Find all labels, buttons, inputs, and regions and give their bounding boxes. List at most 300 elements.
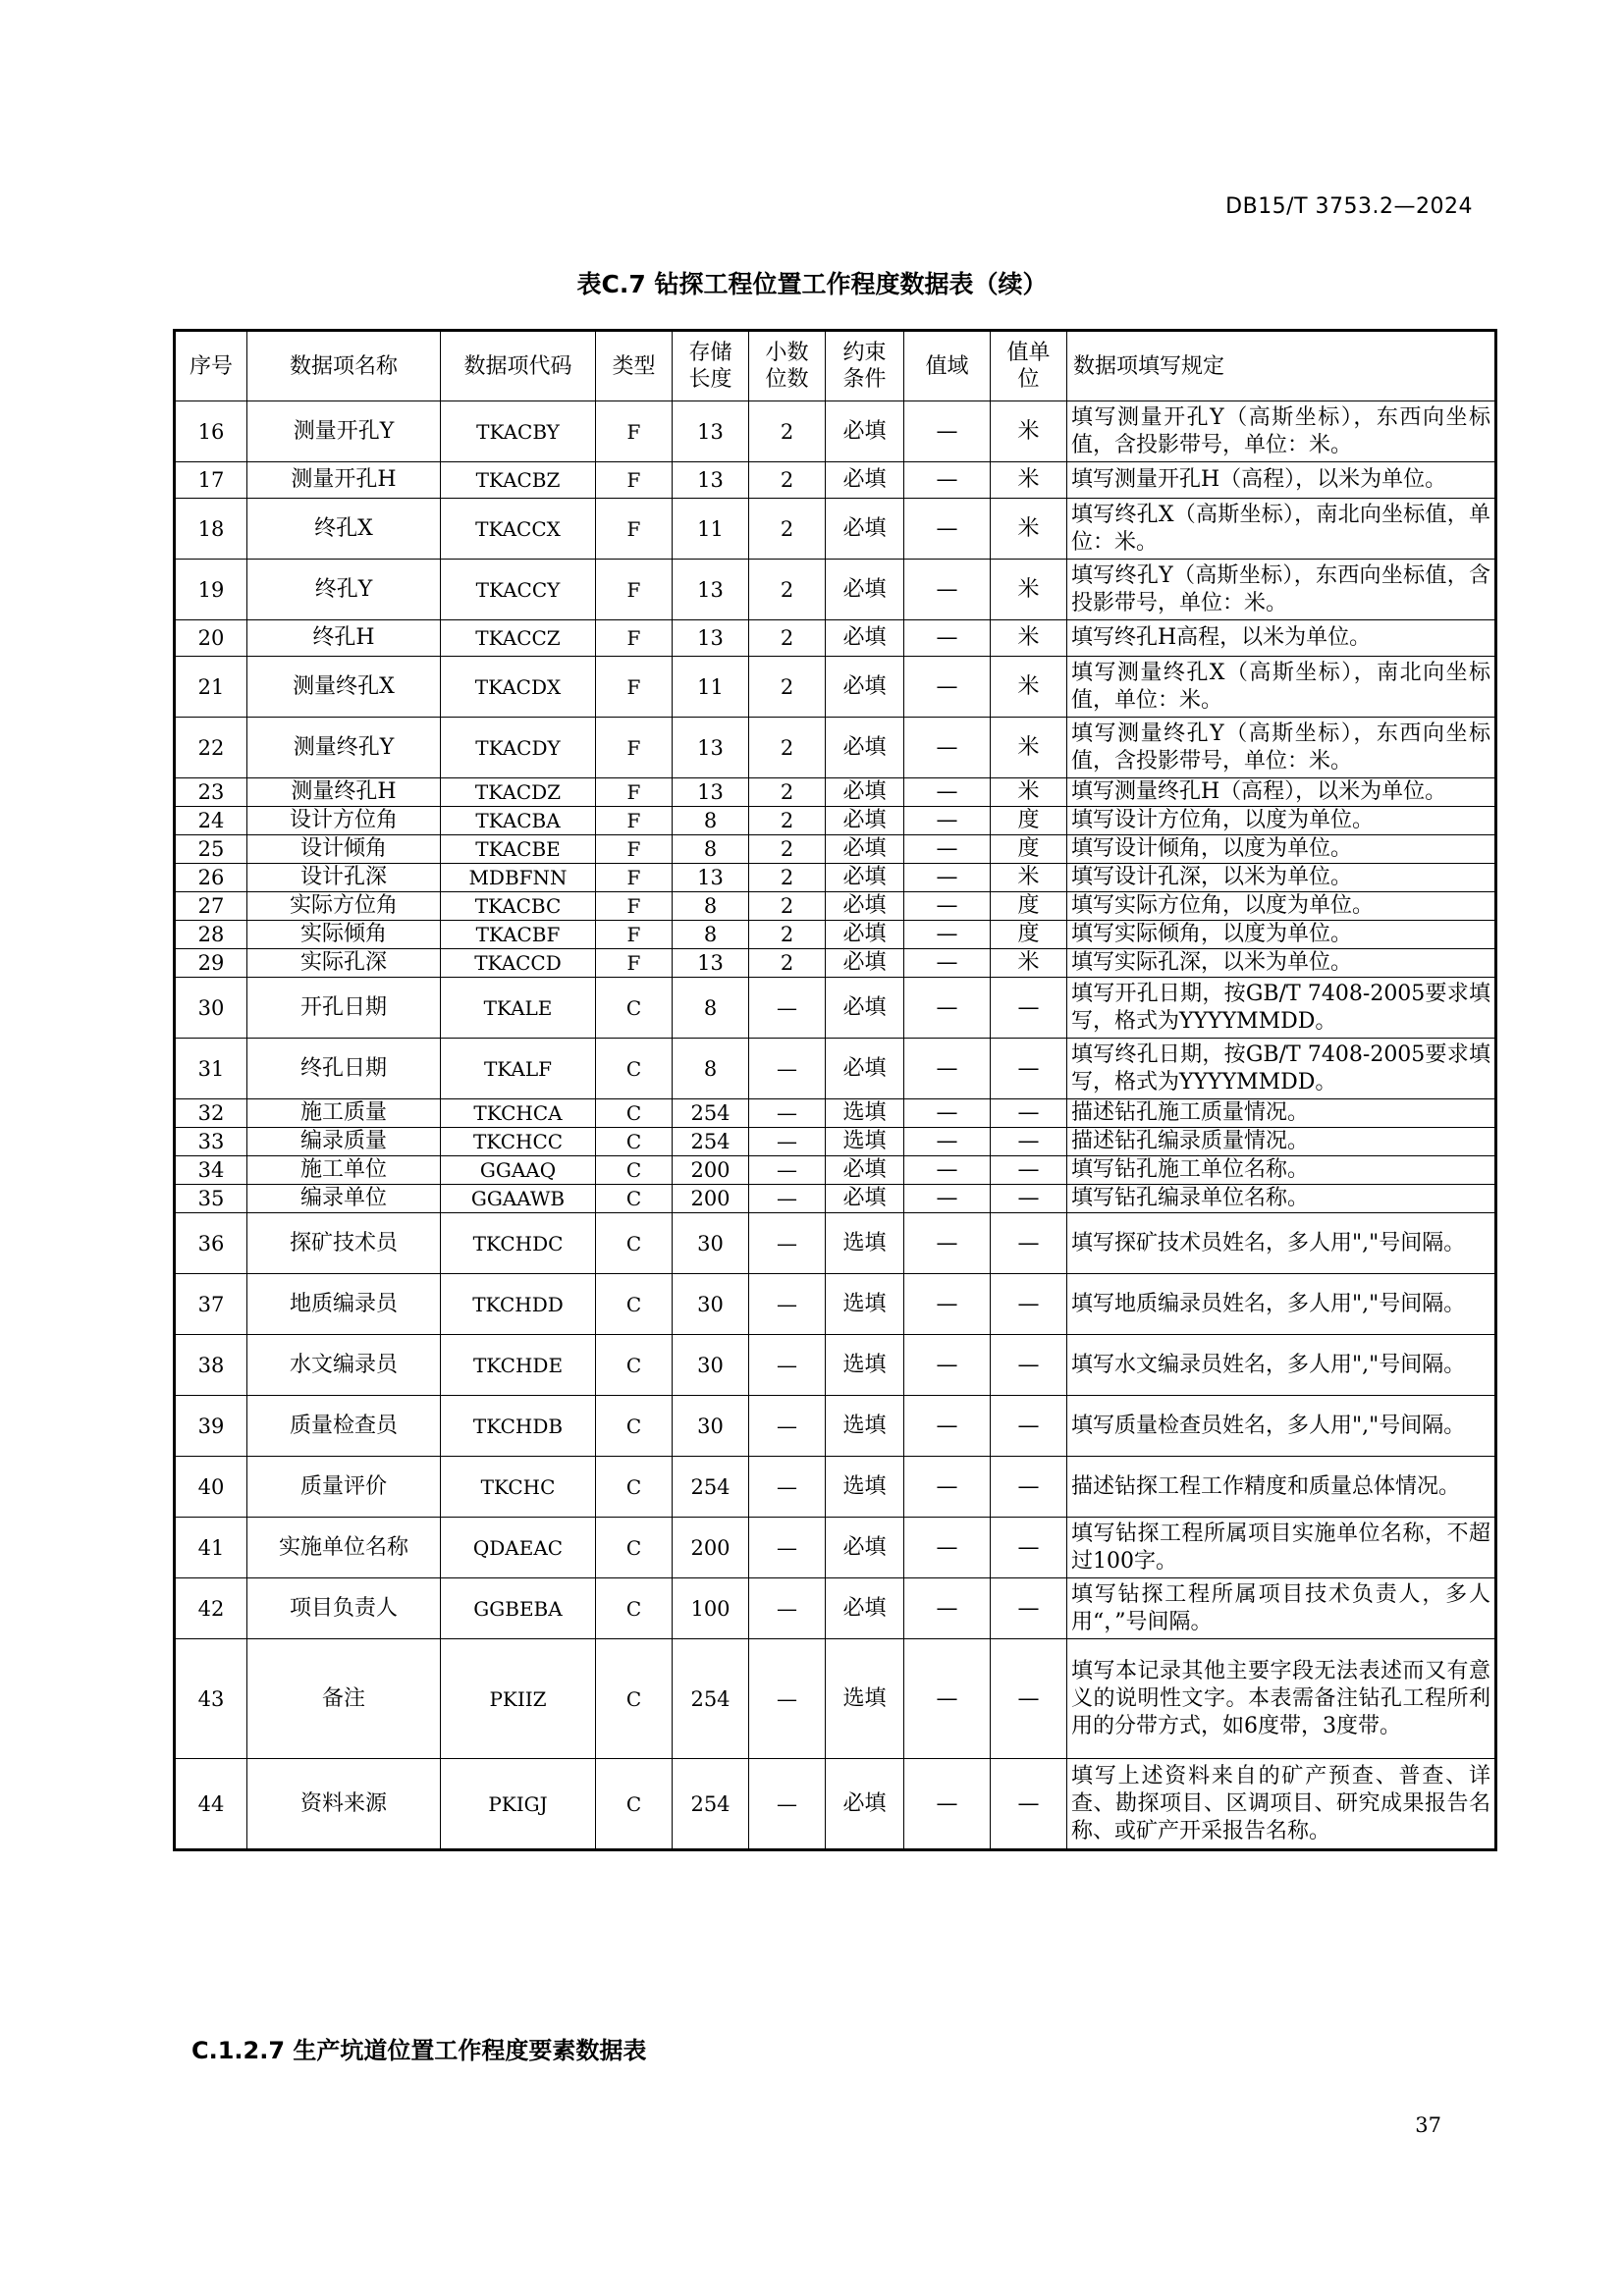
cell-unit: 米 bbox=[991, 778, 1067, 807]
cell-unit: 米 bbox=[991, 718, 1067, 778]
cell-unit: 米 bbox=[991, 462, 1067, 499]
cell-domain: — bbox=[904, 1396, 991, 1457]
cell-rule: 描述钻孔编录质量情况。 bbox=[1067, 1128, 1496, 1156]
cell-no: 27 bbox=[175, 892, 247, 921]
cell-unit: — bbox=[991, 1457, 1067, 1518]
cell-length: 200 bbox=[673, 1185, 749, 1213]
cell-decimals: — bbox=[749, 1156, 826, 1185]
cell-constraint: 必填 bbox=[826, 921, 904, 949]
table-row bbox=[175, 1396, 1496, 1457]
cell-type: C bbox=[596, 1396, 673, 1457]
cell-rule: 填写实际孔深，以米为单位。 bbox=[1067, 949, 1496, 978]
cell-code: PKIIZ bbox=[441, 1639, 596, 1759]
cell-rule: 填写终孔H高程，以米为单位。 bbox=[1067, 620, 1496, 657]
cell-unit: 米 bbox=[991, 620, 1067, 657]
cell-domain: — bbox=[904, 1185, 991, 1213]
cell-length: 13 bbox=[673, 949, 749, 978]
cell-decimals: — bbox=[749, 1759, 826, 1850]
cell-unit: 米 bbox=[991, 401, 1067, 462]
cell-name: 施工单位 bbox=[247, 1156, 441, 1185]
cell-name: 实际方位角 bbox=[247, 892, 441, 921]
col-header-type: 类型 bbox=[596, 331, 673, 401]
cell-unit: — bbox=[991, 1274, 1067, 1335]
cell-type: F bbox=[596, 560, 673, 620]
col-header-unit: 值单 位 bbox=[991, 331, 1067, 401]
cell-no: 16 bbox=[175, 401, 247, 462]
cell-unit: 度 bbox=[991, 921, 1067, 949]
cell-code: QDAEAC bbox=[441, 1518, 596, 1578]
cell-constraint: 必填 bbox=[826, 657, 904, 718]
cell-rule: 填写测量终孔Y（高斯坐标），东西向坐标值，含投影带号，单位：米。 bbox=[1067, 718, 1496, 778]
cell-type: F bbox=[596, 949, 673, 978]
cell-no: 44 bbox=[175, 1759, 247, 1850]
cell-unit: — bbox=[991, 1759, 1067, 1850]
table-body bbox=[175, 401, 1496, 1850]
cell-domain: — bbox=[904, 1156, 991, 1185]
cell-unit: 米 bbox=[991, 499, 1067, 560]
cell-no: 33 bbox=[175, 1128, 247, 1156]
cell-unit: — bbox=[991, 1518, 1067, 1578]
cell-no: 43 bbox=[175, 1639, 247, 1759]
cell-unit: — bbox=[991, 1156, 1067, 1185]
cell-constraint: 选填 bbox=[826, 1335, 904, 1396]
cell-rule: 填写测量终孔H（高程），以米为单位。 bbox=[1067, 778, 1496, 807]
cell-rule: 填写地质编录员姓名，多人用","号间隔。 bbox=[1067, 1274, 1496, 1335]
cell-domain: — bbox=[904, 657, 991, 718]
cell-constraint: 必填 bbox=[826, 807, 904, 835]
cell-decimals: 2 bbox=[749, 835, 826, 864]
cell-decimals: 2 bbox=[749, 718, 826, 778]
cell-decimals: 2 bbox=[749, 401, 826, 462]
cell-length: 13 bbox=[673, 718, 749, 778]
cell-rule: 填写设计孔深，以米为单位。 bbox=[1067, 864, 1496, 892]
cell-name: 设计方位角 bbox=[247, 807, 441, 835]
cell-code: TKACDY bbox=[441, 718, 596, 778]
table-row bbox=[175, 462, 1496, 499]
cell-decimals: 2 bbox=[749, 778, 826, 807]
cell-type: C bbox=[596, 1639, 673, 1759]
cell-constraint: 必填 bbox=[826, 620, 904, 657]
cell-code: TKALE bbox=[441, 978, 596, 1039]
cell-type: C bbox=[596, 1578, 673, 1639]
table-row bbox=[175, 921, 1496, 949]
cell-code: MDBFNN bbox=[441, 864, 596, 892]
cell-domain: — bbox=[904, 1128, 991, 1156]
cell-length: 8 bbox=[673, 978, 749, 1039]
cell-decimals: 2 bbox=[749, 499, 826, 560]
cell-constraint: 必填 bbox=[826, 892, 904, 921]
cell-type: F bbox=[596, 807, 673, 835]
cell-length: 30 bbox=[673, 1396, 749, 1457]
cell-rule: 填写探矿技术员姓名，多人用","号间隔。 bbox=[1067, 1213, 1496, 1274]
cell-decimals: — bbox=[749, 1128, 826, 1156]
cell-decimals: 2 bbox=[749, 807, 826, 835]
cell-decimals: — bbox=[749, 1396, 826, 1457]
cell-type: F bbox=[596, 620, 673, 657]
cell-decimals: 2 bbox=[749, 620, 826, 657]
col-header-code: 数据项代码 bbox=[441, 331, 596, 401]
cell-rule: 填写实际方位角，以度为单位。 bbox=[1067, 892, 1496, 921]
cell-domain: — bbox=[904, 921, 991, 949]
cell-domain: — bbox=[904, 1578, 991, 1639]
standard-code: DB15/T 3753.2—2024 bbox=[1225, 194, 1473, 219]
table-row bbox=[175, 560, 1496, 620]
table-row bbox=[175, 1457, 1496, 1518]
cell-code: TKACDZ bbox=[441, 778, 596, 807]
cell-length: 200 bbox=[673, 1156, 749, 1185]
cell-domain: — bbox=[904, 462, 991, 499]
table-row bbox=[175, 499, 1496, 560]
cell-rule: 填写测量开孔Y（高斯坐标），东西向坐标值，含投影带号，单位：米。 bbox=[1067, 401, 1496, 462]
cell-domain: — bbox=[904, 1518, 991, 1578]
cell-code: TKACBY bbox=[441, 401, 596, 462]
cell-no: 41 bbox=[175, 1518, 247, 1578]
cell-decimals: — bbox=[749, 1518, 826, 1578]
cell-constraint: 选填 bbox=[826, 1213, 904, 1274]
cell-type: C bbox=[596, 1039, 673, 1099]
cell-code: TKACCD bbox=[441, 949, 596, 978]
cell-name: 项目负责人 bbox=[247, 1578, 441, 1639]
cell-rule: 填写钻孔编录单位名称。 bbox=[1067, 1185, 1496, 1213]
cell-no: 23 bbox=[175, 778, 247, 807]
cell-type: F bbox=[596, 657, 673, 718]
table-row bbox=[175, 1185, 1496, 1213]
cell-name: 终孔Y bbox=[247, 560, 441, 620]
cell-unit: 米 bbox=[991, 949, 1067, 978]
cell-no: 38 bbox=[175, 1335, 247, 1396]
cell-length: 254 bbox=[673, 1639, 749, 1759]
cell-name: 实际孔深 bbox=[247, 949, 441, 978]
cell-constraint: 必填 bbox=[826, 1518, 904, 1578]
cell-length: 254 bbox=[673, 1759, 749, 1850]
cell-length: 100 bbox=[673, 1578, 749, 1639]
cell-length: 13 bbox=[673, 560, 749, 620]
cell-domain: — bbox=[904, 864, 991, 892]
cell-type: F bbox=[596, 499, 673, 560]
cell-no: 25 bbox=[175, 835, 247, 864]
cell-constraint: 选填 bbox=[826, 1457, 904, 1518]
cell-code: GGBEBA bbox=[441, 1578, 596, 1639]
table-row bbox=[175, 949, 1496, 978]
page-number: 37 bbox=[1415, 2113, 1441, 2137]
cell-type: C bbox=[596, 1156, 673, 1185]
table-row bbox=[175, 718, 1496, 778]
cell-domain: — bbox=[904, 1335, 991, 1396]
cell-length: 8 bbox=[673, 807, 749, 835]
table-row bbox=[175, 1213, 1496, 1274]
cell-no: 35 bbox=[175, 1185, 247, 1213]
cell-rule: 填写本记录其他主要字段无法表述而又有意义的说明性文字。本表需备注钻孔工程所利用的分带方式，如6度带，3度带。 bbox=[1067, 1639, 1496, 1759]
cell-decimals: 2 bbox=[749, 560, 826, 620]
cell-name: 开孔日期 bbox=[247, 978, 441, 1039]
table-row bbox=[175, 657, 1496, 718]
cell-unit: 度 bbox=[991, 892, 1067, 921]
cell-domain: — bbox=[904, 778, 991, 807]
cell-constraint: 选填 bbox=[826, 1274, 904, 1335]
cell-constraint: 必填 bbox=[826, 778, 904, 807]
cell-no: 40 bbox=[175, 1457, 247, 1518]
cell-name: 备注 bbox=[247, 1639, 441, 1759]
cell-length: 30 bbox=[673, 1274, 749, 1335]
cell-constraint: 必填 bbox=[826, 864, 904, 892]
cell-no: 26 bbox=[175, 864, 247, 892]
cell-code: TKCHDD bbox=[441, 1274, 596, 1335]
cell-name: 编录单位 bbox=[247, 1185, 441, 1213]
col-header-rule: 数据项填写规定 bbox=[1067, 331, 1496, 401]
cell-no: 30 bbox=[175, 978, 247, 1039]
table-row bbox=[175, 1128, 1496, 1156]
table-row bbox=[175, 892, 1496, 921]
cell-unit: — bbox=[991, 1128, 1067, 1156]
cell-constraint: 必填 bbox=[826, 1039, 904, 1099]
cell-domain: — bbox=[904, 1759, 991, 1850]
cell-unit: — bbox=[991, 1039, 1067, 1099]
cell-name: 施工质量 bbox=[247, 1099, 441, 1128]
table-row bbox=[175, 1578, 1496, 1639]
cell-unit: — bbox=[991, 978, 1067, 1039]
cell-constraint: 必填 bbox=[826, 1759, 904, 1850]
cell-no: 20 bbox=[175, 620, 247, 657]
cell-type: F bbox=[596, 835, 673, 864]
cell-unit: — bbox=[991, 1578, 1067, 1639]
cell-no: 22 bbox=[175, 718, 247, 778]
cell-code: TKCHCA bbox=[441, 1099, 596, 1128]
cell-type: F bbox=[596, 892, 673, 921]
table-row bbox=[175, 1039, 1496, 1099]
cell-name: 实际倾角 bbox=[247, 921, 441, 949]
cell-unit: 度 bbox=[991, 807, 1067, 835]
cell-code: TKACDX bbox=[441, 657, 596, 718]
table-row bbox=[175, 401, 1496, 462]
cell-name: 终孔X bbox=[247, 499, 441, 560]
cell-unit: 度 bbox=[991, 835, 1067, 864]
table-row bbox=[175, 1759, 1496, 1850]
table-row bbox=[175, 620, 1496, 657]
cell-rule: 填写钻孔施工单位名称。 bbox=[1067, 1156, 1496, 1185]
cell-rule: 描述钻孔施工质量情况。 bbox=[1067, 1099, 1496, 1128]
cell-length: 13 bbox=[673, 401, 749, 462]
cell-code: TKACBC bbox=[441, 892, 596, 921]
cell-decimals: — bbox=[749, 1099, 826, 1128]
table-row bbox=[175, 1156, 1496, 1185]
section-heading: C.1.2.7 生产坑道位置工作程度要素数据表 bbox=[191, 2037, 647, 2064]
cell-name: 地质编录员 bbox=[247, 1274, 441, 1335]
col-header-constraint: 约束 条件 bbox=[826, 331, 904, 401]
cell-constraint: 必填 bbox=[826, 1578, 904, 1639]
col-header-name: 数据项名称 bbox=[247, 331, 441, 401]
col-header-domain: 值域 bbox=[904, 331, 991, 401]
cell-length: 8 bbox=[673, 892, 749, 921]
cell-constraint: 必填 bbox=[826, 462, 904, 499]
cell-unit: — bbox=[991, 1396, 1067, 1457]
cell-type: C bbox=[596, 1335, 673, 1396]
cell-decimals: — bbox=[749, 978, 826, 1039]
cell-domain: — bbox=[904, 1274, 991, 1335]
cell-code: TKCHDE bbox=[441, 1335, 596, 1396]
cell-code: TKACBF bbox=[441, 921, 596, 949]
cell-length: 13 bbox=[673, 864, 749, 892]
table-row bbox=[175, 778, 1496, 807]
cell-no: 42 bbox=[175, 1578, 247, 1639]
cell-rule: 填写实际倾角，以度为单位。 bbox=[1067, 921, 1496, 949]
cell-decimals: — bbox=[749, 1457, 826, 1518]
cell-decimals: 2 bbox=[749, 864, 826, 892]
cell-constraint: 必填 bbox=[826, 949, 904, 978]
cell-decimals: — bbox=[749, 1185, 826, 1213]
cell-code: TKCHCC bbox=[441, 1128, 596, 1156]
cell-rule: 填写质量检查员姓名，多人用","号间隔。 bbox=[1067, 1396, 1496, 1457]
cell-constraint: 选填 bbox=[826, 1639, 904, 1759]
cell-type: F bbox=[596, 401, 673, 462]
cell-rule: 填写钻探工程所属项目技术负责人，多人用“，”号间隔。 bbox=[1067, 1578, 1496, 1639]
cell-no: 36 bbox=[175, 1213, 247, 1274]
cell-no: 34 bbox=[175, 1156, 247, 1185]
cell-code: TKACCX bbox=[441, 499, 596, 560]
table-row bbox=[175, 1335, 1496, 1396]
cell-no: 17 bbox=[175, 462, 247, 499]
cell-constraint: 必填 bbox=[826, 718, 904, 778]
cell-rule: 填写钻探工程所属项目实施单位名称，不超过100字。 bbox=[1067, 1518, 1496, 1578]
cell-rule: 描述钻探工程工作精度和质量总体情况。 bbox=[1067, 1457, 1496, 1518]
cell-no: 29 bbox=[175, 949, 247, 978]
cell-code: TKACBA bbox=[441, 807, 596, 835]
cell-name: 测量终孔X bbox=[247, 657, 441, 718]
cell-name: 编录质量 bbox=[247, 1128, 441, 1156]
cell-constraint: 必填 bbox=[826, 1156, 904, 1185]
cell-constraint: 必填 bbox=[826, 499, 904, 560]
cell-type: F bbox=[596, 462, 673, 499]
col-header-length: 存储 长度 bbox=[673, 331, 749, 401]
cell-constraint: 选填 bbox=[826, 1128, 904, 1156]
cell-length: 8 bbox=[673, 835, 749, 864]
cell-type: C bbox=[596, 1759, 673, 1850]
cell-code: TKACCZ bbox=[441, 620, 596, 657]
cell-type: C bbox=[596, 1185, 673, 1213]
cell-decimals: 2 bbox=[749, 892, 826, 921]
cell-length: 13 bbox=[673, 620, 749, 657]
cell-type: C bbox=[596, 1128, 673, 1156]
cell-decimals: — bbox=[749, 1335, 826, 1396]
cell-rule: 填写终孔日期，按GB/T 7408-2005要求填写，格式为YYYYMMDD。 bbox=[1067, 1039, 1496, 1099]
cell-decimals: — bbox=[749, 1578, 826, 1639]
cell-code: PKIGJ bbox=[441, 1759, 596, 1850]
cell-domain: — bbox=[904, 499, 991, 560]
cell-domain: — bbox=[904, 978, 991, 1039]
cell-length: 11 bbox=[673, 657, 749, 718]
cell-no: 24 bbox=[175, 807, 247, 835]
cell-constraint: 必填 bbox=[826, 560, 904, 620]
cell-no: 19 bbox=[175, 560, 247, 620]
cell-rule: 填写上述资料来自的矿产预查、普查、详查、勘探项目、区调项目、研究成果报告名称、或矿产开采报告名称。 bbox=[1067, 1759, 1496, 1850]
cell-decimals: — bbox=[749, 1274, 826, 1335]
table-row bbox=[175, 835, 1496, 864]
cell-length: 8 bbox=[673, 921, 749, 949]
cell-constraint: 选填 bbox=[826, 1396, 904, 1457]
cell-no: 31 bbox=[175, 1039, 247, 1099]
cell-domain: — bbox=[904, 1039, 991, 1099]
cell-name: 测量终孔H bbox=[247, 778, 441, 807]
cell-constraint: 必填 bbox=[826, 401, 904, 462]
cell-no: 21 bbox=[175, 657, 247, 718]
cell-rule: 填写开孔日期，按GB/T 7408-2005要求填写，格式为YYYYMMDD。 bbox=[1067, 978, 1496, 1039]
cell-domain: — bbox=[904, 892, 991, 921]
cell-name: 探矿技术员 bbox=[247, 1213, 441, 1274]
table-row bbox=[175, 807, 1496, 835]
cell-length: 200 bbox=[673, 1518, 749, 1578]
cell-unit: — bbox=[991, 1213, 1067, 1274]
cell-domain: — bbox=[904, 835, 991, 864]
cell-type: C bbox=[596, 1457, 673, 1518]
cell-type: C bbox=[596, 1518, 673, 1578]
cell-no: 39 bbox=[175, 1396, 247, 1457]
cell-rule: 填写测量开孔H（高程），以米为单位。 bbox=[1067, 462, 1496, 499]
cell-code: TKACBE bbox=[441, 835, 596, 864]
cell-type: C bbox=[596, 978, 673, 1039]
table-row bbox=[175, 1639, 1496, 1759]
cell-no: 32 bbox=[175, 1099, 247, 1128]
table-row bbox=[175, 1099, 1496, 1128]
cell-length: 11 bbox=[673, 499, 749, 560]
cell-name: 终孔日期 bbox=[247, 1039, 441, 1099]
cell-type: C bbox=[596, 1274, 673, 1335]
cell-name: 设计孔深 bbox=[247, 864, 441, 892]
cell-code: TKCHC bbox=[441, 1457, 596, 1518]
cell-name: 质量评价 bbox=[247, 1457, 441, 1518]
cell-length: 30 bbox=[673, 1335, 749, 1396]
cell-unit: — bbox=[991, 1335, 1067, 1396]
cell-domain: — bbox=[904, 1457, 991, 1518]
cell-decimals: — bbox=[749, 1213, 826, 1274]
cell-decimals: — bbox=[749, 1639, 826, 1759]
cell-length: 13 bbox=[673, 778, 749, 807]
cell-name: 测量终孔Y bbox=[247, 718, 441, 778]
cell-length: 254 bbox=[673, 1099, 749, 1128]
cell-rule: 填写测量终孔X（高斯坐标），南北向坐标值，单位：米。 bbox=[1067, 657, 1496, 718]
cell-unit: — bbox=[991, 1185, 1067, 1213]
col-header-decimals: 小数 位数 bbox=[749, 331, 826, 401]
cell-domain: — bbox=[904, 401, 991, 462]
cell-rule: 填写设计倾角，以度为单位。 bbox=[1067, 835, 1496, 864]
cell-length: 30 bbox=[673, 1213, 749, 1274]
data-item-table bbox=[173, 329, 1497, 1851]
cell-decimals: 2 bbox=[749, 921, 826, 949]
cell-decimals: 2 bbox=[749, 462, 826, 499]
table-row bbox=[175, 1518, 1496, 1578]
cell-rule: 填写终孔Y（高斯坐标），东西向坐标值，含投影带号，单位：米。 bbox=[1067, 560, 1496, 620]
cell-unit: — bbox=[991, 1639, 1067, 1759]
cell-unit: 米 bbox=[991, 560, 1067, 620]
cell-code: GGAAQ bbox=[441, 1156, 596, 1185]
cell-name: 质量检查员 bbox=[247, 1396, 441, 1457]
table-title: 表C.7 钻探工程位置工作程度数据表（续） bbox=[576, 270, 1048, 298]
cell-decimals: 2 bbox=[749, 657, 826, 718]
cell-code: TKCHDB bbox=[441, 1396, 596, 1457]
table-header-row bbox=[175, 331, 1496, 401]
cell-no: 37 bbox=[175, 1274, 247, 1335]
cell-domain: — bbox=[904, 807, 991, 835]
cell-length: 8 bbox=[673, 1039, 749, 1099]
cell-no: 28 bbox=[175, 921, 247, 949]
cell-type: F bbox=[596, 778, 673, 807]
cell-type: F bbox=[596, 864, 673, 892]
cell-code: TKCHDC bbox=[441, 1213, 596, 1274]
cell-type: F bbox=[596, 718, 673, 778]
cell-name: 实施单位名称 bbox=[247, 1518, 441, 1578]
cell-type: C bbox=[596, 1099, 673, 1128]
cell-domain: — bbox=[904, 718, 991, 778]
cell-constraint: 选填 bbox=[826, 1099, 904, 1128]
cell-rule: 填写设计方位角，以度为单位。 bbox=[1067, 807, 1496, 835]
